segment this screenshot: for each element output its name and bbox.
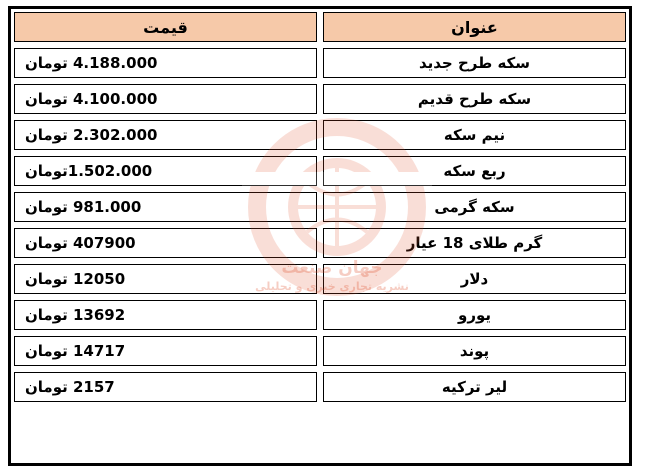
table-row [14,264,626,294]
header-title: عنوان [323,12,626,42]
row-price: 2157 تومان [14,372,317,402]
row-price: 14717 تومان [14,336,317,366]
row-title: گرم طلای 18 عیار [323,228,626,258]
table-row [14,84,626,114]
table-row [14,372,626,402]
row-title: نیم سکه [323,120,626,150]
row-price: 4.100.000 تومان [14,84,317,114]
row-price: 13692 تومان [14,300,317,330]
price-table [8,6,632,408]
table-row [14,120,626,150]
table-row [14,156,626,186]
watermark-line1: جهان صنعت [281,258,383,278]
table-row [14,192,626,222]
row-title: سکه طرح قدیم [323,84,626,114]
table-row [14,336,626,366]
header-row [14,12,626,42]
row-price: 12050 تومان [14,264,317,294]
row-title: سکه گرمی [323,192,626,222]
watermark-line2: نشریه تجاری خبری و تحلیلی [255,280,409,293]
row-price: 2.302.000 تومان [14,120,317,150]
header-price: قیمت [14,12,317,42]
row-title: لیر ترکیه [323,372,626,402]
table-row [14,300,626,330]
row-price: 4.188.000 تومان [14,48,317,78]
table-row [14,48,626,78]
row-title: یورو [323,300,626,330]
row-title: دلار [323,264,626,294]
table-row [14,228,626,258]
row-price: 407900 تومان [14,228,317,258]
row-title: سکه طرح جدید [323,48,626,78]
row-price: 981.000 تومان [14,192,317,222]
row-price: 1.502.000تومان [14,156,317,186]
row-title: ربع سکه [323,156,626,186]
row-title: پوند [323,336,626,366]
